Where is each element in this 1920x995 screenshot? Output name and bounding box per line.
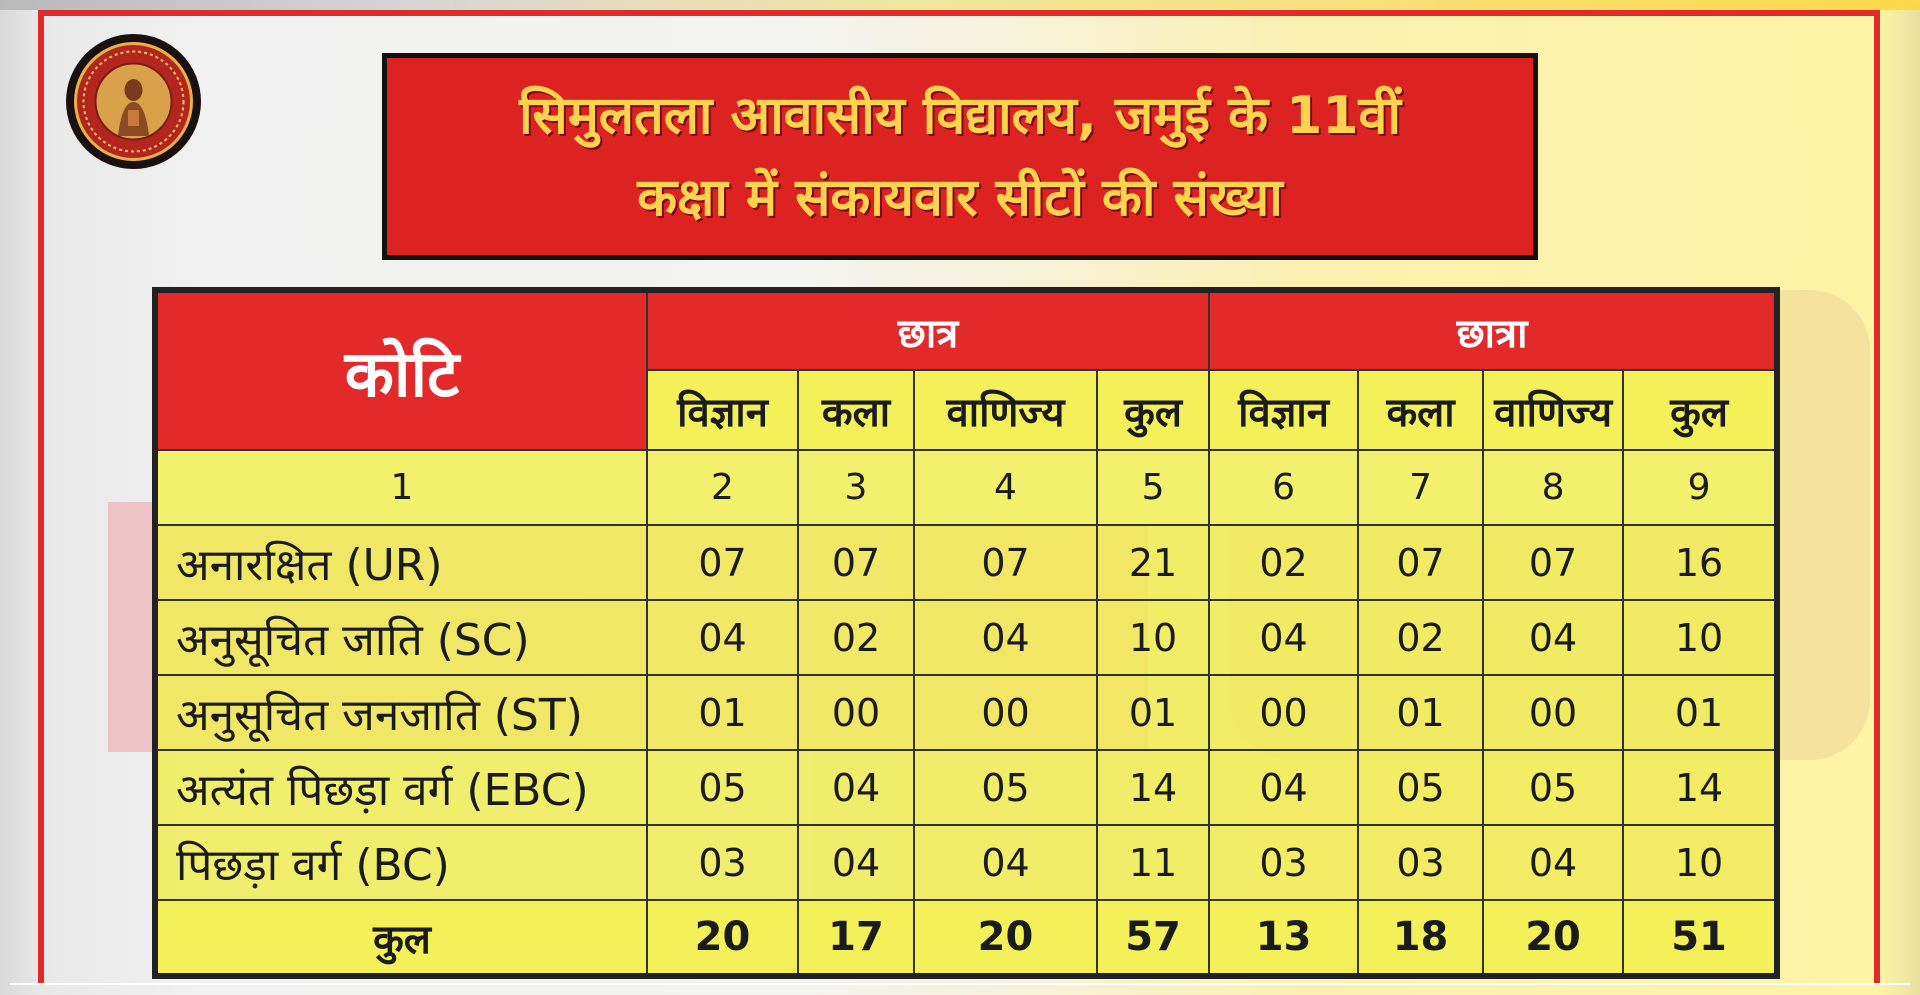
table-cell: 10 bbox=[1097, 600, 1209, 675]
table-cell: 10 bbox=[1623, 600, 1777, 675]
total-cell: 17 bbox=[798, 900, 914, 976]
table-cell: 03 bbox=[1209, 825, 1358, 900]
table-cell: 02 bbox=[1209, 525, 1358, 600]
group-header-girls: छात्रा bbox=[1209, 290, 1777, 370]
table-cell: 04 bbox=[914, 825, 1097, 900]
seal-icon bbox=[72, 40, 195, 163]
total-cell: 51 bbox=[1623, 900, 1777, 976]
category-header: कोटि bbox=[155, 290, 647, 450]
table-cell: 01 bbox=[1623, 675, 1777, 750]
table-cell: 07 bbox=[914, 525, 1097, 600]
table-cell: 03 bbox=[647, 825, 798, 900]
top-strip bbox=[0, 0, 1920, 10]
table-cell: 00 bbox=[1209, 675, 1358, 750]
total-cell: 57 bbox=[1097, 900, 1209, 976]
total-cell: 20 bbox=[1483, 900, 1623, 976]
title-line-2: कक्षा में संकायवार सीटों की संख्या bbox=[637, 167, 1283, 228]
total-cell: 13 bbox=[1209, 900, 1358, 976]
column-number-row bbox=[155, 450, 1777, 525]
table-cell: 05 bbox=[1483, 750, 1623, 825]
table-row-ebc bbox=[155, 750, 1777, 825]
table-cell: 11 bbox=[1097, 825, 1209, 900]
subheader-cell: कला bbox=[798, 370, 914, 450]
row-label: अनुसूचित जनजाति (ST) bbox=[155, 675, 647, 750]
table-cell: 03 bbox=[1358, 825, 1483, 900]
title-banner bbox=[382, 53, 1538, 260]
table-cell: 01 bbox=[1358, 675, 1483, 750]
table-cell: 04 bbox=[1209, 600, 1358, 675]
subheader-cell: वाणिज्य bbox=[914, 370, 1097, 450]
table-cell: 00 bbox=[1483, 675, 1623, 750]
table-cell: 02 bbox=[1358, 600, 1483, 675]
header-row-groups bbox=[155, 290, 1777, 370]
table-row-st bbox=[155, 675, 1777, 750]
title-line-1: सिमुलतला आवासीय विद्यालय, जमुई के 11वीं bbox=[519, 85, 1401, 146]
board-seal-logo bbox=[66, 34, 201, 169]
table-cell: 04 bbox=[1209, 750, 1358, 825]
bottom-divider bbox=[10, 983, 1910, 985]
subheader-cell: वाणिज्य bbox=[1483, 370, 1623, 450]
column-number: 4 bbox=[914, 450, 1097, 525]
subheader-cell: कुल bbox=[1097, 370, 1209, 450]
total-cell: 20 bbox=[914, 900, 1097, 976]
table-cell: 02 bbox=[798, 600, 914, 675]
column-number: 3 bbox=[798, 450, 914, 525]
table-cell: 16 bbox=[1623, 525, 1777, 600]
column-number: 8 bbox=[1483, 450, 1623, 525]
total-label: कुल bbox=[155, 900, 647, 976]
table-row-ur bbox=[155, 525, 1777, 600]
table-cell: 04 bbox=[647, 600, 798, 675]
table-cell: 04 bbox=[1483, 825, 1623, 900]
group-header-boys: छात्र bbox=[647, 290, 1209, 370]
table-cell: 07 bbox=[1483, 525, 1623, 600]
column-number: 7 bbox=[1358, 450, 1483, 525]
row-label: अनारक्षित (UR) bbox=[155, 525, 647, 600]
table-cell: 14 bbox=[1097, 750, 1209, 825]
row-label: पिछड़ा वर्ग (BC) bbox=[155, 825, 647, 900]
subheader-cell: विज्ञान bbox=[647, 370, 798, 450]
table-cell: 04 bbox=[798, 750, 914, 825]
table-row-sc bbox=[155, 600, 1777, 675]
table-cell: 00 bbox=[798, 675, 914, 750]
column-number: 5 bbox=[1097, 450, 1209, 525]
column-number: 2 bbox=[647, 450, 798, 525]
total-cell: 18 bbox=[1358, 900, 1483, 976]
table-cell: 01 bbox=[647, 675, 798, 750]
table-cell: 10 bbox=[1623, 825, 1777, 900]
table-cell: 07 bbox=[1358, 525, 1483, 600]
table-cell: 07 bbox=[647, 525, 798, 600]
table-cell: 07 bbox=[798, 525, 914, 600]
table-cell: 21 bbox=[1097, 525, 1209, 600]
row-label: अनुसूचित जाति (SC) bbox=[155, 600, 647, 675]
column-number: 1 bbox=[155, 450, 647, 525]
seat-table bbox=[152, 287, 1780, 979]
subheader-cell: विज्ञान bbox=[1209, 370, 1358, 450]
subheader-cell: कला bbox=[1358, 370, 1483, 450]
table-cell: 14 bbox=[1623, 750, 1777, 825]
row-label: अत्यंत पिछड़ा वर्ग (EBC) bbox=[155, 750, 647, 825]
table-row-total bbox=[155, 900, 1777, 976]
table-cell: 01 bbox=[1097, 675, 1209, 750]
table-cell: 00 bbox=[914, 675, 1097, 750]
column-number: 6 bbox=[1209, 450, 1358, 525]
table-row-bc bbox=[155, 825, 1777, 900]
column-number: 9 bbox=[1623, 450, 1777, 525]
table-cell: 05 bbox=[914, 750, 1097, 825]
total-cell: 20 bbox=[647, 900, 798, 976]
table-cell: 04 bbox=[914, 600, 1097, 675]
table-cell: 05 bbox=[1358, 750, 1483, 825]
table-cell: 04 bbox=[1483, 600, 1623, 675]
table-cell: 04 bbox=[798, 825, 914, 900]
table-cell: 05 bbox=[647, 750, 798, 825]
subheader-cell: कुल bbox=[1623, 370, 1777, 450]
